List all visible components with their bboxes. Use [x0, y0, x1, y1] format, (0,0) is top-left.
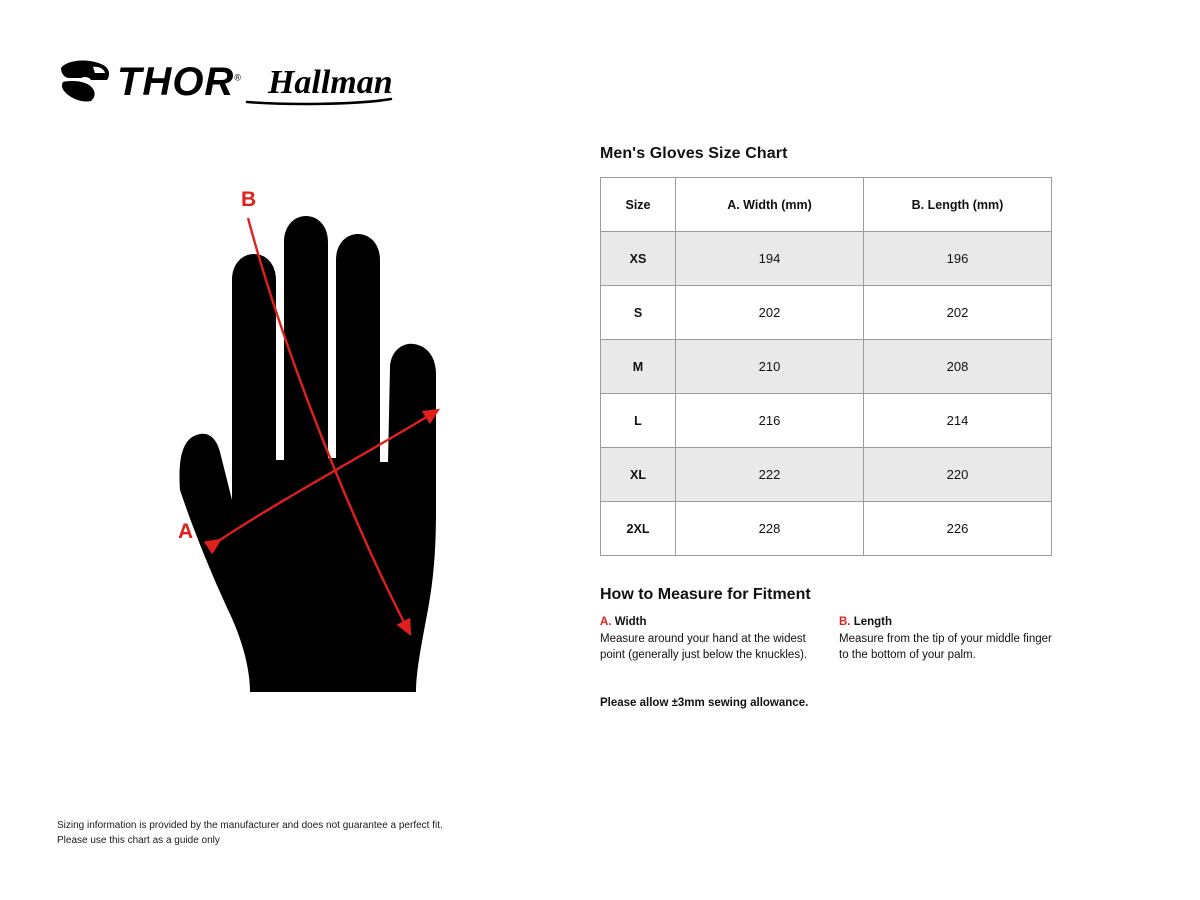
measure-item-heading: [600, 616, 813, 628]
table-row: [601, 394, 1052, 448]
cell-length: 214: [864, 394, 1052, 448]
measure-text-a: Measure around your hand at the widest point (generally just below the knuckles).: [600, 633, 808, 661]
table-row: [601, 286, 1052, 340]
glove-illustration: [120, 160, 580, 720]
label-a: A: [178, 520, 194, 543]
page-title: Men's Gloves Size Chart: [600, 145, 788, 162]
cell-width: 228: [676, 502, 864, 556]
how-to-measure-title: How to Measure for Fitment: [600, 586, 811, 603]
cell-width: 216: [676, 394, 864, 448]
table-row: [601, 502, 1052, 556]
thor-helmet-icon: [57, 58, 113, 104]
column-header-length: B. Length (mm): [864, 178, 1052, 232]
measure-item-width: [600, 616, 813, 663]
cell-size: S: [601, 286, 676, 340]
cell-size: 2XL: [601, 502, 676, 556]
measure-text-b: Measure from the tip of your middle finger to the bottom of your palm.: [839, 633, 1052, 661]
hallman-wordmark: [268, 66, 393, 100]
table-row: [601, 340, 1052, 394]
hand-silhouette: [180, 216, 436, 692]
hallman-wordmark-text: Hallman: [267, 64, 393, 101]
thor-logo: [57, 58, 242, 104]
hallman-underline-icon: [245, 96, 395, 106]
brand-header: [57, 58, 393, 104]
cell-length: 226: [864, 502, 1052, 556]
thor-wordmark: [117, 62, 242, 102]
measure-name-a: Width: [611, 616, 647, 628]
hand-diagram-svg: [120, 160, 580, 720]
measure-key-b: B.: [839, 616, 851, 628]
measure-item-heading: [839, 616, 1052, 628]
cell-width: 222: [676, 448, 864, 502]
thor-trademark: ®: [234, 72, 242, 83]
thor-wordmark-text: THOR: [117, 60, 235, 104]
measure-name-b: Length: [850, 616, 893, 628]
cell-width: 194: [676, 232, 864, 286]
cell-length: 220: [864, 448, 1052, 502]
cell-size: XL: [601, 448, 676, 502]
chart-panel: [600, 145, 1052, 709]
footer-line-1: Sizing information is provided by the manufacturer and does not guarantee a perfect fit.: [57, 820, 443, 831]
cell-size: L: [601, 394, 676, 448]
cell-length: 208: [864, 340, 1052, 394]
cell-width: 202: [676, 286, 864, 340]
table-header-row: [601, 178, 1052, 232]
table-row: [601, 232, 1052, 286]
table-row: [601, 448, 1052, 502]
size-chart-table: [600, 177, 1052, 556]
cell-length: 202: [864, 286, 1052, 340]
column-header-size: Size: [601, 178, 676, 232]
measure-key-a: A.: [600, 616, 612, 628]
cell-width: 210: [676, 340, 864, 394]
label-b: B: [241, 188, 257, 211]
footer-disclaimer: [57, 818, 443, 848]
footer-line-2: Please use this chart as a guide only: [57, 835, 220, 846]
measure-item-length: [839, 616, 1052, 663]
cell-size: XS: [601, 232, 676, 286]
sewing-allowance-note: Please allow ±3mm sewing allowance.: [600, 697, 809, 710]
cell-length: 196: [864, 232, 1052, 286]
how-to-measure-columns: [600, 616, 1052, 663]
column-header-width: A. Width (mm): [676, 178, 864, 232]
cell-size: M: [601, 340, 676, 394]
